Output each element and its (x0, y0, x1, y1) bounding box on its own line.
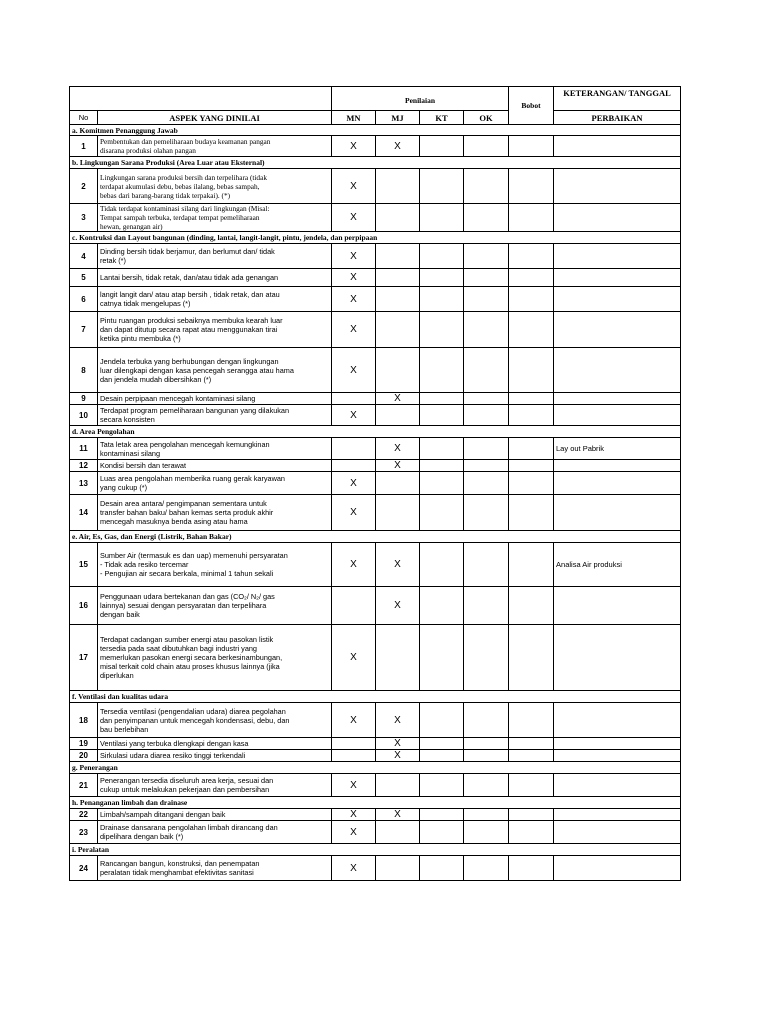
score-ok (464, 136, 509, 157)
score-ok (464, 821, 509, 844)
table-row (70, 774, 681, 797)
weight-cell (509, 625, 554, 691)
table-row (70, 169, 681, 204)
remark-cell (554, 405, 681, 426)
header-bobot: Bobot (509, 87, 554, 125)
remark-cell (554, 495, 681, 531)
score-ok (464, 587, 509, 625)
score-kt (420, 738, 464, 750)
item-number: 6 (70, 287, 98, 312)
score-mj: X (376, 750, 420, 762)
score-kt (420, 821, 464, 844)
weight-cell (509, 169, 554, 204)
section-row (70, 157, 681, 169)
score-ok (464, 809, 509, 821)
score-kt (420, 244, 464, 269)
weight-cell (509, 312, 554, 348)
score-kt (420, 774, 464, 797)
score-mn (332, 750, 376, 762)
score-mj (376, 348, 420, 393)
table-row (70, 348, 681, 393)
item-number: 20 (70, 750, 98, 762)
score-mj (376, 204, 420, 232)
item-description: langit langit dan/ atau atap bersih , tidak retak, dan atau catnya tidak mengelupas (*) (98, 287, 332, 312)
item-number: 23 (70, 821, 98, 844)
weight-cell (509, 287, 554, 312)
weight-cell (509, 405, 554, 426)
weight-cell (509, 438, 554, 460)
section-row (70, 762, 681, 774)
section-title: e. Air, Es, Gas, dan Energi (Listrik, Bahan Bakar) (70, 531, 681, 543)
remark-cell (554, 244, 681, 269)
remark-cell (554, 136, 681, 157)
item-number: 15 (70, 543, 98, 587)
score-mn: X (332, 774, 376, 797)
score-mn: X (332, 244, 376, 269)
table-row (70, 393, 681, 405)
table-row (70, 136, 681, 157)
score-mj (376, 244, 420, 269)
score-kt (420, 460, 464, 472)
table-row (70, 472, 681, 495)
item-number: 22 (70, 809, 98, 821)
section-title: g. Penerangan (70, 762, 681, 774)
score-ok (464, 750, 509, 762)
score-kt (420, 312, 464, 348)
item-number: 14 (70, 495, 98, 531)
weight-cell (509, 587, 554, 625)
score-ok (464, 269, 509, 287)
item-number: 3 (70, 204, 98, 232)
score-mn: X (332, 495, 376, 531)
score-mj (376, 287, 420, 312)
weight-cell (509, 393, 554, 405)
item-description: Rancangan bangun, konstruksi, dan penempatan peralatan tidak menghambat efektivitas sanitasi (98, 856, 332, 881)
score-kt (420, 287, 464, 312)
item-description: Terdapat program pemeliharaan bangunan yang dilakukan secara konsisten (98, 405, 332, 426)
score-ok (464, 312, 509, 348)
item-description: Sumber Air (termasuk es dan uap) memenuhi persyaratan - Tidak ada resiko tercemar - Pengujian air secara berkala, minimal 1 tahun sekali (98, 543, 332, 587)
score-kt (420, 438, 464, 460)
score-mj (376, 405, 420, 426)
remark-cell (554, 269, 681, 287)
weight-cell (509, 472, 554, 495)
item-description: Sirkulasi udara diarea resiko tinggi terkendali (98, 750, 332, 762)
remark-cell (554, 169, 681, 204)
remark-cell (554, 287, 681, 312)
score-mj: X (376, 393, 420, 405)
item-number: 18 (70, 703, 98, 738)
table-row (70, 495, 681, 531)
weight-cell (509, 856, 554, 881)
table-row (70, 809, 681, 821)
item-number: 10 (70, 405, 98, 426)
weight-cell (509, 750, 554, 762)
weight-cell (509, 204, 554, 232)
item-number: 24 (70, 856, 98, 881)
item-number: 4 (70, 244, 98, 269)
section-row (70, 691, 681, 703)
score-ok (464, 204, 509, 232)
header-penilaian: Penilaian (332, 87, 509, 111)
section-row (70, 125, 681, 136)
table-row (70, 587, 681, 625)
item-description: Desain perpipaan mencegah kontaminasi silang (98, 393, 332, 405)
table-row (70, 244, 681, 269)
table-row (70, 625, 681, 691)
weight-cell (509, 269, 554, 287)
remark-cell (554, 460, 681, 472)
remark-cell (554, 821, 681, 844)
score-mj: X (376, 460, 420, 472)
item-description: Pembentukan dan pemeliharaan budaya keamanan pangan disarana produksi olahan pangan (98, 136, 332, 157)
section-title: f. Ventilasi dan kualitas udara (70, 691, 681, 703)
item-description: Tersedia ventilasi (pengendalian udara) diarea pegolahan dan penyimpanan untuk mencegah kondensasi, debu, dan bau berlebihan (98, 703, 332, 738)
section-row (70, 232, 681, 244)
score-mn: X (332, 856, 376, 881)
section-title: h. Penanganan limbah dan drainase (70, 797, 681, 809)
item-number: 19 (70, 738, 98, 750)
remark-cell: Analisa Air produksi (554, 543, 681, 587)
table-row (70, 750, 681, 762)
item-number: 13 (70, 472, 98, 495)
score-kt (420, 809, 464, 821)
weight-cell (509, 348, 554, 393)
remark-cell (554, 738, 681, 750)
item-description: Pintu ruangan produksi sebaiknya membuka kearah luar dan dapat ditutup secara rapat atau menggunakan tirai ketika pintu membuka (*) (98, 312, 332, 348)
item-number: 21 (70, 774, 98, 797)
item-number: 2 (70, 169, 98, 204)
remark-cell (554, 774, 681, 797)
score-mn: X (332, 348, 376, 393)
score-ok (464, 543, 509, 587)
section-row (70, 844, 681, 856)
item-description: Lantai bersih, tidak retak, dan/atau tidak ada genangan (98, 269, 332, 287)
weight-cell (509, 136, 554, 157)
item-number: 7 (70, 312, 98, 348)
score-ok (464, 703, 509, 738)
header-ok: OK (464, 111, 509, 125)
score-mn: X (332, 269, 376, 287)
remark-cell (554, 625, 681, 691)
score-mj (376, 856, 420, 881)
score-ok (464, 405, 509, 426)
score-ok (464, 393, 509, 405)
weight-cell (509, 809, 554, 821)
table-row (70, 543, 681, 587)
score-mj: X (376, 136, 420, 157)
table-row (70, 287, 681, 312)
score-mj: X (376, 809, 420, 821)
section-title: d. Area Pengolahan (70, 426, 681, 438)
score-mn: X (332, 136, 376, 157)
remark-cell (554, 856, 681, 881)
score-mn: X (332, 204, 376, 232)
item-number: 16 (70, 587, 98, 625)
score-mj: X (376, 438, 420, 460)
header-row-top (70, 87, 681, 111)
item-description: Tata letak area pengolahan mencegah kemungkinan kontaminasi silang (98, 438, 332, 460)
weight-cell (509, 821, 554, 844)
weight-cell (509, 703, 554, 738)
score-mn: X (332, 169, 376, 204)
table-row (70, 460, 681, 472)
score-ok (464, 287, 509, 312)
header-row-bottom (70, 111, 681, 125)
table-row (70, 821, 681, 844)
remark-cell (554, 703, 681, 738)
score-mj (376, 269, 420, 287)
score-mn (332, 738, 376, 750)
section-row (70, 426, 681, 438)
remark-cell (554, 393, 681, 405)
score-mj (376, 821, 420, 844)
item-description: Luas area pengolahan memberika ruang gerak karyawan yang cukup (*) (98, 472, 332, 495)
remark-cell (554, 750, 681, 762)
score-ok (464, 244, 509, 269)
score-kt (420, 856, 464, 881)
score-ok (464, 438, 509, 460)
header-no: No (70, 111, 98, 125)
score-mn: X (332, 472, 376, 495)
score-ok (464, 856, 509, 881)
score-kt (420, 393, 464, 405)
score-mn: X (332, 405, 376, 426)
score-ok (464, 460, 509, 472)
header-kt: KT (420, 111, 464, 125)
item-number: 12 (70, 460, 98, 472)
remark-cell (554, 587, 681, 625)
item-description: Penerangan tersedia diseluruh area kerja, sesuai dan cukup untuk melakukan pekerjaan dan pembersihan (98, 774, 332, 797)
weight-cell (509, 738, 554, 750)
item-description: Desain area antara/ pengimpanan sementara untuk transfer bahan baku/ bahan kemas serta produk akhir mencegah masuknya benda asing atau hama (98, 495, 332, 531)
score-kt (420, 543, 464, 587)
score-mj: X (376, 543, 420, 587)
header-blank (70, 87, 332, 111)
score-mn (332, 587, 376, 625)
score-kt (420, 587, 464, 625)
score-kt (420, 472, 464, 495)
header-perbaikan: PERBAIKAN (554, 111, 681, 125)
remark-cell (554, 204, 681, 232)
header-keterangan: KETERANGAN/ TANGGAL (554, 87, 681, 111)
table-row (70, 738, 681, 750)
weight-cell (509, 543, 554, 587)
score-mn: X (332, 809, 376, 821)
score-ok (464, 738, 509, 750)
section-row (70, 531, 681, 543)
table-row (70, 856, 681, 881)
section-title: a. Komitmen Penanggung Jawab (70, 125, 681, 136)
score-ok (464, 774, 509, 797)
header-mn: MN (332, 111, 376, 125)
score-mn: X (332, 625, 376, 691)
table-row (70, 438, 681, 460)
table-row (70, 405, 681, 426)
score-mn: X (332, 287, 376, 312)
weight-cell (509, 495, 554, 531)
score-kt (420, 750, 464, 762)
item-number: 11 (70, 438, 98, 460)
remark-cell (554, 472, 681, 495)
item-description: Kondisi bersih dan terawat (98, 460, 332, 472)
score-kt (420, 405, 464, 426)
item-description: Lingkungan sarana produksi bersih dan terpelihara (tidak terdapat akumulasi debu, bebas ilalang, bebas sampah, bebas dari barang-barang tidak terpakai). (*) (98, 169, 332, 204)
assessment-table (69, 86, 681, 881)
remark-cell (554, 312, 681, 348)
score-ok (464, 625, 509, 691)
score-ok (464, 495, 509, 531)
score-kt (420, 204, 464, 232)
score-mj (376, 774, 420, 797)
score-mn (332, 393, 376, 405)
score-mn: X (332, 703, 376, 738)
item-description: Penggunaan udara bertekanan dan gas (CO₂/ N₂/ gas lainnya) sesuai dengan persyaratan dan terpelihara dengan baik (98, 587, 332, 625)
item-description: Jendela terbuka yang berhubungan dengan lingkungan luar dilengkapi dengan kasa pencegah serangga atau hama dan jendela mudah dibersihkan (*) (98, 348, 332, 393)
score-kt (420, 703, 464, 738)
section-title: c. Kontruksi dan Layout bangunan (dinding, lantai, langit-langit, pintu, jendela, dan perpipaan (70, 232, 681, 244)
score-mn (332, 438, 376, 460)
section-title: b. Lingkungan Sarana Produksi (Area Luar atau Eksternal) (70, 157, 681, 169)
item-number: 5 (70, 269, 98, 287)
score-mn (332, 460, 376, 472)
item-description: Terdapat cadangan sumber energi atau pasokan listik tersedia pada saat dibutuhkan bagi industri yang memerlukan pasokan energi secara berkesinambungan, misal terkait cold chain atau proses khusus lainnya (jika diperlukan (98, 625, 332, 691)
score-kt (420, 625, 464, 691)
score-mj: X (376, 738, 420, 750)
score-mj: X (376, 587, 420, 625)
score-ok (464, 472, 509, 495)
score-kt (420, 495, 464, 531)
header-aspek: ASPEK YANG DINILAI (98, 111, 332, 125)
score-kt (420, 169, 464, 204)
weight-cell (509, 774, 554, 797)
score-kt (420, 136, 464, 157)
item-description: Tidak terdapat kontaminasi silang dari lingkungan (Misal: Tempat sampah terbuka, terdapat tempat pemeliharaan hewan, genangan air) (98, 204, 332, 232)
item-description: Dinding bersih tidak berjamur, dan berlumut dan/ tidak retak (*) (98, 244, 332, 269)
item-number: 1 (70, 136, 98, 157)
score-mj (376, 472, 420, 495)
weight-cell (509, 460, 554, 472)
item-number: 17 (70, 625, 98, 691)
section-row (70, 797, 681, 809)
item-number: 9 (70, 393, 98, 405)
score-mj (376, 625, 420, 691)
score-kt (420, 348, 464, 393)
table-row (70, 703, 681, 738)
item-number: 8 (70, 348, 98, 393)
item-description: Drainase dansarana pengolahan limbah dirancang dan dipelihara dengan baik (*) (98, 821, 332, 844)
remark-cell (554, 348, 681, 393)
remark-cell (554, 809, 681, 821)
item-description: Ventilasi yang terbuka dlengkapi dengan kasa (98, 738, 332, 750)
score-mj (376, 495, 420, 531)
header-mj: MJ (376, 111, 420, 125)
table-row (70, 269, 681, 287)
score-ok (464, 169, 509, 204)
score-ok (464, 348, 509, 393)
score-mj (376, 169, 420, 204)
score-mj (376, 312, 420, 348)
score-mj: X (376, 703, 420, 738)
table-row (70, 312, 681, 348)
remark-cell: Lay out Pabrik (554, 438, 681, 460)
score-mn: X (332, 543, 376, 587)
item-description: Limbah/sampah ditangani dengan baik (98, 809, 332, 821)
score-mn: X (332, 312, 376, 348)
weight-cell (509, 244, 554, 269)
section-title: i. Peralatan (70, 844, 681, 856)
table-row (70, 204, 681, 232)
score-kt (420, 269, 464, 287)
score-mn: X (332, 821, 376, 844)
